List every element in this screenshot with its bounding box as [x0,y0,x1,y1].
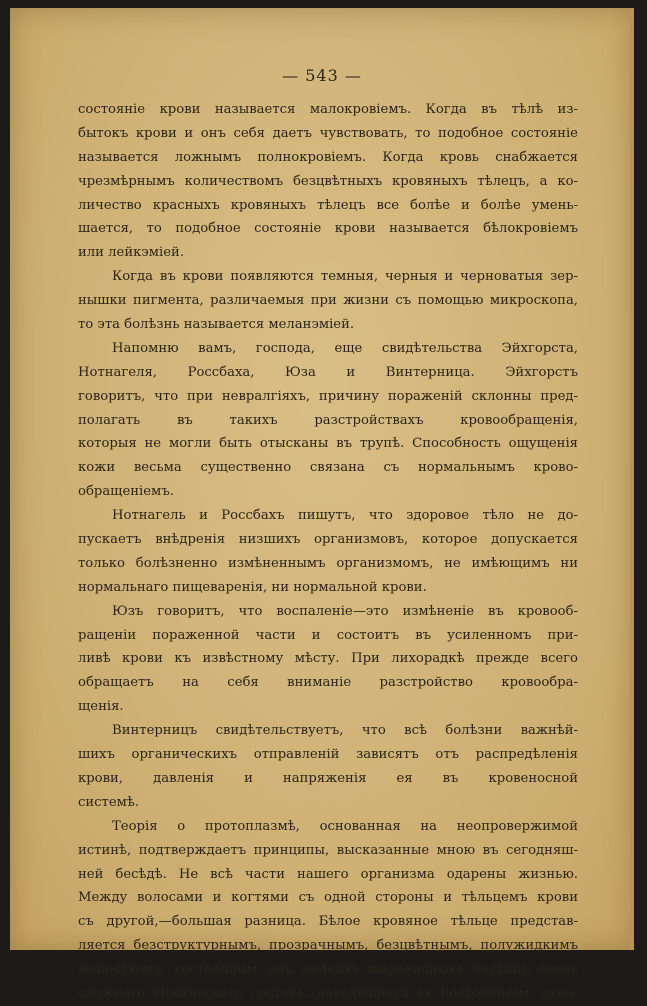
text-line: истинѣ, подтверждаетъ принципы, высказанные мною въ сегодняш- [78,842,578,858]
text-line: или лейкэміей. [78,245,185,261]
text-line: системѣ. [78,794,140,810]
text-line: обращеніемъ. [78,484,174,500]
page-number: — 543 — [282,66,362,85]
text-line: нормальнаго пищеваренія, ни нормальной крови. [78,579,427,595]
text-line: полагать въ такихъ разстройствахъ кровообращенія, [78,412,578,428]
text-line: Нотнагеля, Россбаха, Юза и Винтерница. Эйхгорстъ [78,364,578,380]
text-line: Когда въ крови появляются темныя, черныя и черноватыя зер- [112,269,578,285]
text-line: Нотнагель и Россбахъ пишутъ, что здоровое тѣло не до- [112,508,578,524]
text-line: Напомню вамъ, господа, еще свидѣтельства Эйхгорста, [112,340,578,356]
text-line: бытокъ крови и онъ себя даетъ чувствовать, то подобное состояніе [78,125,578,141]
text-line: нышки пигмента, различаемыя при жизни съ помощью микроскопа, [78,293,578,309]
page-edge [630,8,634,950]
text-line: обращаетъ на себя вниманіе разстройство кровообра- [78,675,578,691]
text-line: кожи весьма существенно связана съ нормальнымъ крово- [78,460,578,476]
text-line: Между волосами и когтями съ одной стороны и тѣльцемъ крови [78,890,578,906]
text-line: личество красныхъ кровяныхъ тѣлецъ все болѣе и болѣе умень- [78,197,578,213]
text-line: чрезмѣрнымъ количествомъ безцвѣтныхъ кровяныхъ тѣлецъ, а ко- [78,173,578,189]
text-line: Юзъ говоритъ, что воспаленіе—это измѣненіе въ кровооб- [112,603,578,619]
text-line: ращеніи пораженной части и состоитъ въ усиленномъ при- [78,627,578,643]
text-line: веществомъ, состоящимъ изъ мелкихъ шаровидныхъ частицъ очень [78,962,578,978]
text-line: шается, то подобное состояніе крови называется бѣлокровіемъ [78,221,578,237]
text-line: ляется безструктурнымъ, прозрачнымъ, безцвѣтнымъ, полужидкимъ [78,938,578,954]
text-line: крови, давленія и напряженія ея въ кровеносной [78,770,578,786]
text-line: Теорія о протоплазмѣ, основанная на неопровержимой [112,818,578,834]
text-line: только болѣзненно измѣненнымъ организмомъ, не имѣющимъ ни [78,555,578,571]
text-line: состояніе крови называется малокровіемъ. Когда въ тѣлѣ из- [78,102,578,117]
text-line: ливѣ крови къ извѣстному мѣсту. При лихорадкѣ прежде всего [78,651,578,667]
text-line: называется ложнымъ полнокровіемъ. Когда кровь снабжается [78,149,578,165]
text-line: пускаетъ внѣдренія низшихъ организмовъ, которое допускается [78,532,578,548]
text-line: Винтерницъ свидѣтельствуетъ, что всѣ болѣзни важнѣй- [112,723,578,739]
text-line: то эта болѣзнь называется меланэміей. [78,317,355,333]
text-line: шихъ органическихъ отправленій зависятъ отъ распредѣленія [78,747,578,763]
text-line: съ другой,—большая разница. Бѣлое кровяное тѣльце представ- [78,914,578,930]
text-line: которыя не могли быть отысканы въ трупѣ. Способность ощущенія [78,436,578,452]
text-line: говоритъ, что при невралгіяхъ, причину пораженій склонны пред- [78,388,578,404]
text-line: щенія. [78,699,124,715]
text-line: ней бесѣдѣ. Не всѣ части нашего организма одарены жизнью. [78,866,578,882]
body-text [78,98,578,1006]
text-line: сложнаго химическаго состава, находящихся въ постоянномъ само- [78,985,578,1001]
book-page [10,8,634,1001]
